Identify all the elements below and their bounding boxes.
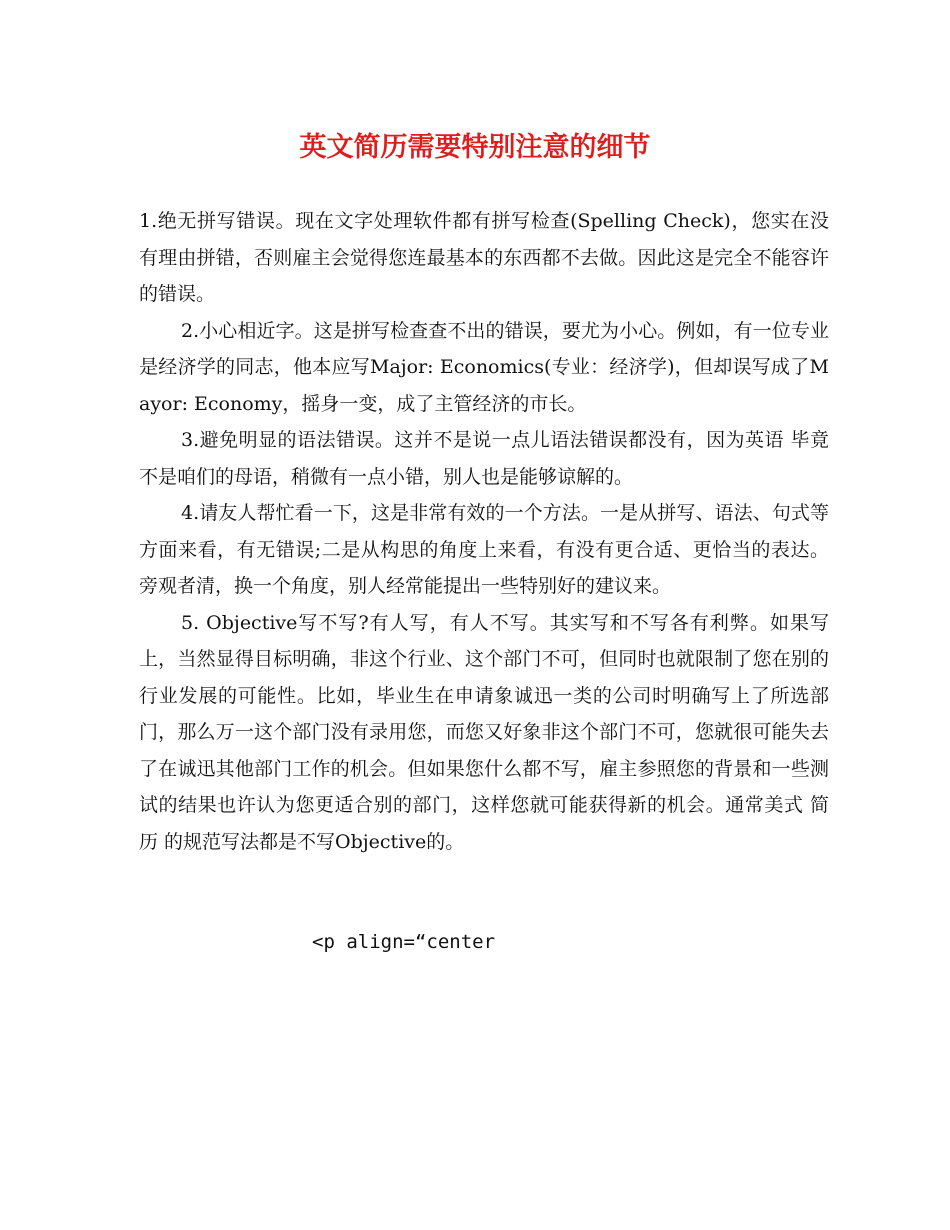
paragraph-3: 3.避免明显的语法错误。这并不是说一点儿语法错误都没有，因为英语 毕竟不是咱们的母语，稍微有一点小错，别人也是能够谅解的。: [139, 429, 829, 488]
paragraph-2: 2.小心相近字。这是拼写检查查不出的错误，要尤为小心。例如，有一位专业是经济学的同志，他本应写Major: Economics(专业：经济学)，但却误写成了Mayor: Economy，摇身一变，成了主管经济的市长。: [139, 319, 829, 415]
document-body: [139, 203, 829, 860]
paragraph-5: 5. Objective写不写?有人写，有人不写。其实写和不写各有利弊。如果写上，当然显得目标明确，非这个行业、这个部门不可，但同时也就限制了您在别的行业发展的可能性。比如，毕业生在申请象诚迅一类的公司时明确写上了所选部门，那么万一这个部门没有录用您，而您又好象非这个部门不可，您就很可能失去了在诚迅其他部门工作的机会。但如果您什么都不写，雇主参照您的背景和一些测试的结果也许认为您更适合别的部门，这样您就可能获得新的机会。通常美式 简历 的规范写法都是不写Objective的。: [139, 611, 829, 853]
trailing-html-fragment: <p align=“center: [312, 931, 496, 953]
paragraph-1: 1.绝无拼写错误。现在文字处理软件都有拼写检查(Spelling Check)，您实在没有理由拼错，否则雇主会觉得您连最基本的东西都不去做。因此这是完全不能容许的错误。: [139, 210, 829, 305]
paragraph-4: 4.请友人帮忙看一下，这是非常有效的一个方法。一是从拼写、语法、句式等方面来看，有无错误;二是从构思的角度上来看，有没有更合适、更恰当的表达。旁观者清，换一个角度，别人经常能提出一些特别好的建议来。: [139, 502, 829, 597]
document-title: 英文简历需要特别注意的细节: [299, 132, 651, 163]
